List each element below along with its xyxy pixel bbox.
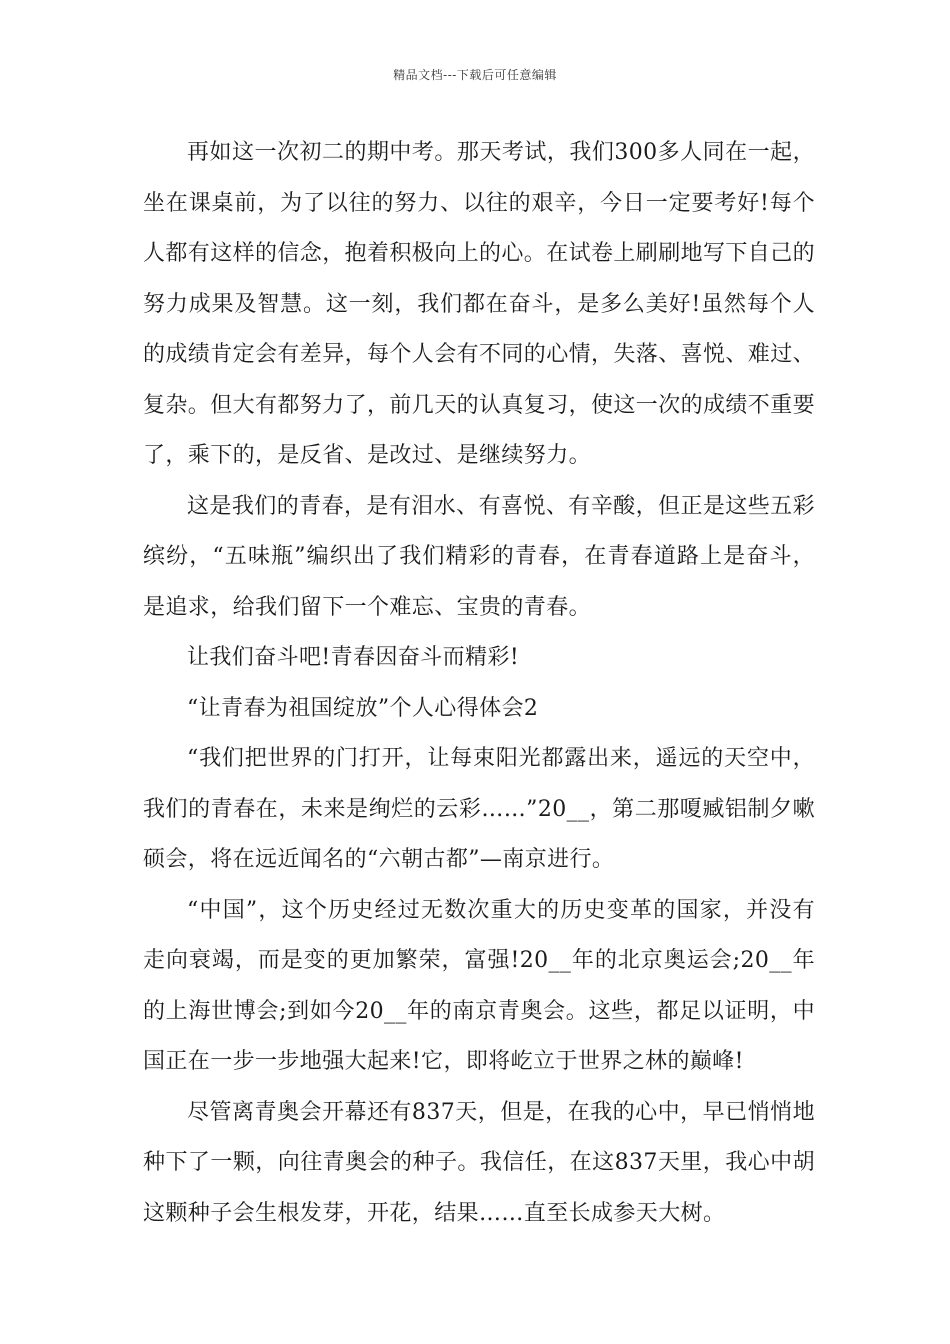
paragraph-world: “我们把世界的门打开，让每束阳光都露出来，遥远的天空中，我们的青春在，未来是绚烂的云彩……”20__，第二那嗄臧铝制夕嗽硕会，将在远近闻名的“六朝古都”—南京进行。 xyxy=(143,746,815,872)
paragraph-china: “中国”，这个历史经过无数次重大的历史变革的国家，并没有走向衰竭，而是变的更加繁荣，富强!20__年的北京奥运会;20__年的上海世博会;到如今20__年的南京青奥会。这些，都足以证明，中国正在一步一步地强大起来!它，即将屹立于世界之林的巅峰! xyxy=(143,897,815,1074)
section-title: “让青春为祖国绽放”个人心得体会2 xyxy=(187,695,539,721)
page-header: 精品文档---下载后可任意编辑 xyxy=(393,68,557,82)
paragraph-youth: 这是我们的青春，是有泪水、有喜悦、有辛酸，但正是这些五彩缤纷，“五味瓶”编织出了我们精彩的青春，在青春道路上是奋斗，是追求，给我们留下一个难忘、宝贵的青春。 xyxy=(143,493,815,620)
paragraph-exam: 再如这一次初二的期中考。那天考试，我们300多人同在一起，坐在课桌前，为了以往的努力、以往的艰辛，今日一定要考好!每个人都有这样的信念，抱着积极向上的心。在试卷上刷刷地写下自己的努力成果及智慧。这一刻，我们都在奋斗，是多么美好!虽然每个人的成绩肯定会有差异，每个人会有不同的心情，失落、喜悦、难过、复杂。但大有都努力了，前几天的认真复习，使这一次的成绩不重要了，乘下的，是反省、是改过、是继续努力。 xyxy=(143,140,816,468)
paragraph-strive: 让我们奋斗吧!青春因奋斗而精彩! xyxy=(187,645,520,670)
document-body xyxy=(143,128,815,1239)
paragraph-countdown: 尽管离青奥会开幕还有837天，但是，在我的心中，早已悄悄地种下了一颗，向往青奥会的种子。我信任，在这837天里，我心中胡这颗种子会生根发芽，开花，结果……直至长成参天大树。 xyxy=(143,1099,815,1226)
